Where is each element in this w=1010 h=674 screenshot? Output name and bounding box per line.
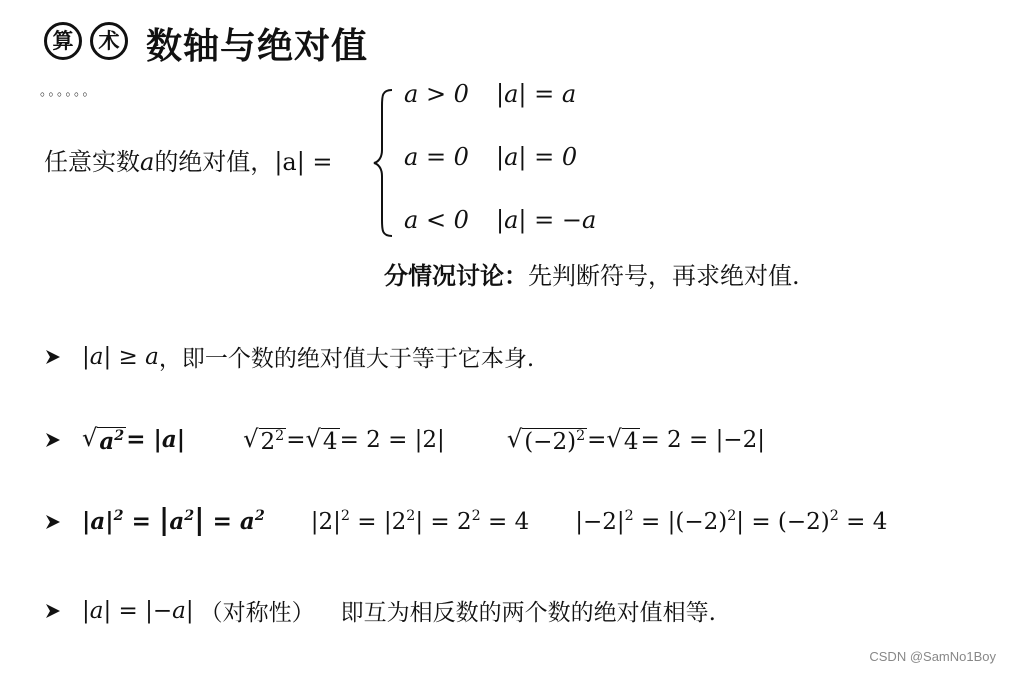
b2-p2-eq: = [286, 426, 306, 453]
sqrt-4: √ 4 [606, 424, 639, 455]
b3-part-3: $|-2|^2 = |(-2)^2| = (-2)^2 = 4$ [575, 507, 888, 535]
case-positive [404, 80, 576, 108]
left-brace-icon [372, 88, 394, 238]
b2-p3-eq: = [587, 426, 607, 453]
method-note [384, 256, 800, 291]
case-condition: a < 0 [404, 206, 469, 234]
lead-var: a [140, 148, 155, 176]
case-result: |a| = a [496, 80, 577, 108]
case-zero [404, 143, 577, 171]
b3-part-2: $|2|^2 = |2^2| = 2^2 = 4$ [310, 507, 530, 535]
case-condition: a > 0 [404, 80, 469, 108]
sqrt-neg2-squared: √ $(-2)^2$ [506, 424, 586, 455]
b4-paren: （对称性） [199, 600, 315, 626]
arrow-bullet-icon [44, 602, 62, 620]
b1-expr: |a| ≥ a [82, 343, 159, 370]
b3-part-1: $|a|^2 = |a^2| = a^2$ [82, 502, 265, 536]
bullet-4 [44, 594, 716, 627]
b1-text: ，即一个数的绝对值大于等于它本身. [158, 346, 535, 372]
b2-p1-tail: = |a| [126, 426, 186, 453]
watermark: CSDN @SamNo1Boy [869, 649, 996, 664]
sqrt-a-squared: √ $a^2$ [82, 424, 125, 455]
badge-suan: 算 [44, 22, 82, 60]
note-label: 分情况讨论： [384, 262, 528, 290]
bullet-3 [44, 502, 888, 536]
definition-lead [44, 142, 333, 177]
case-result: |a| = −a [496, 206, 597, 234]
b4-expr: |a| = |−a| [82, 597, 194, 624]
decorative-dots: 。。。。。。 [40, 84, 98, 99]
sqrt-2-squared: √ $2^2$ [243, 424, 285, 455]
badge-shu: 术 [90, 22, 128, 60]
case-result: |a| = 0 [496, 143, 578, 171]
b2-p3-tail: = 2 = |−2| [640, 426, 765, 453]
lead-tail: 的绝对值， [154, 148, 275, 176]
sqrt-4: √ 4 [305, 424, 338, 455]
lead-text: 任意实数 [44, 148, 140, 176]
bullet-1 [44, 340, 534, 373]
b4-text: 即互为相反数的两个数的绝对值相等. [340, 600, 716, 626]
bullet-2 [44, 424, 765, 455]
arrow-bullet-icon [44, 513, 62, 531]
arrow-bullet-icon [44, 348, 62, 366]
case-negative [404, 206, 596, 234]
b2-p2-tail: = 2 = |2| [339, 426, 445, 453]
case-condition: a = 0 [404, 143, 469, 171]
note-text: 先判断符号，再求绝对值. [528, 262, 800, 290]
page-title: 数轴与绝对值 [146, 26, 369, 67]
arrow-bullet-icon [44, 431, 62, 449]
lead-abs: |a| = [274, 148, 333, 176]
